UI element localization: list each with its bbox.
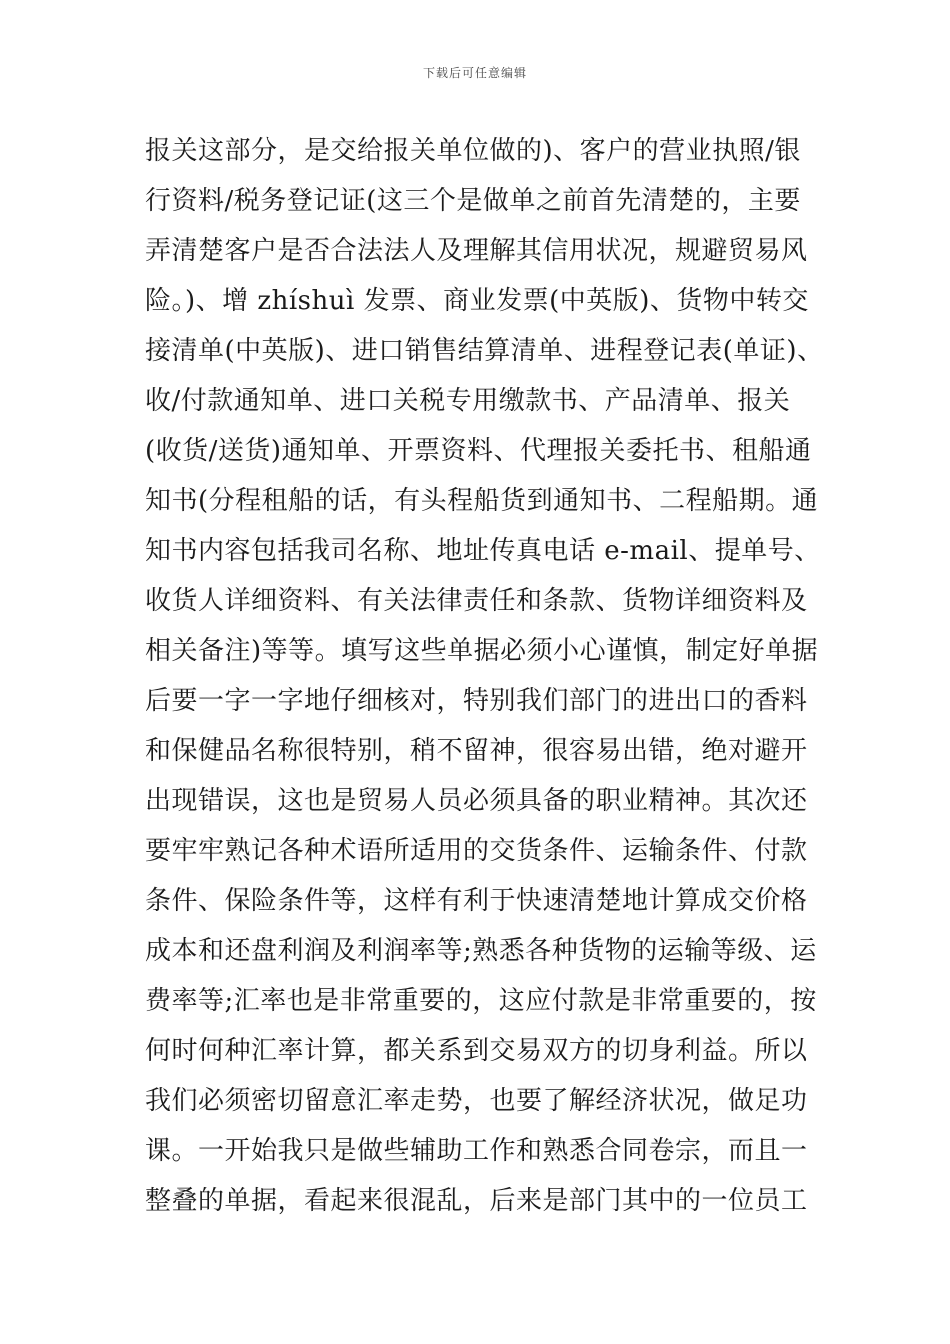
text-line: 险。)、增 zhíshuì 发票、商业发票(中英版)、货物中转交 bbox=[145, 286, 809, 316]
text-line: 报关这部分，是交给报关单位做的)、客户的营业执照/银 bbox=[145, 136, 801, 166]
text-line: 出现错误，这也是贸易人员必须具备的职业精神。其次还 bbox=[145, 786, 808, 816]
text-line: (收货/送货)通知单、开票资料、代理报关委托书、租船通 bbox=[145, 436, 812, 466]
text-line: 收/付款通知单、进口关税专用缴款书、产品清单、报关 bbox=[145, 386, 791, 416]
text-line: 课。一开始我只是做些辅助工作和熟悉合同卷宗，而且一 bbox=[145, 1136, 808, 1166]
text-line: 整叠的单据，看起来很混乱，后来是部门其中的一位员工 bbox=[145, 1186, 808, 1216]
text-line: 行资料/税务登记证(这三个是做单之前首先清楚的，主要 bbox=[145, 186, 801, 216]
text-line: 接清单(中英版)、进口销售结算清单、进程登记表(单证)、 bbox=[145, 336, 824, 366]
text-line: 知书(分程租船的话，有头程船货到通知书、二程船期。通 bbox=[145, 486, 819, 516]
text-line: 后要一字一字地仔细核对，特别我们部门的进出口的香料 bbox=[145, 686, 808, 716]
text-line: 和保健品名称很特别，稍不留神，很容易出错，绝对避开 bbox=[145, 736, 808, 766]
text-line: 条件、保险条件等，这样有利于快速清楚地计算成交价格 bbox=[145, 886, 808, 916]
text-line: 收货人详细资料、有关法律责任和条款、货物详细资料及 bbox=[145, 586, 808, 616]
text-line: 要牢牢熟记各种术语所适用的交货条件、运输条件、付款 bbox=[145, 836, 808, 866]
text-line: 知书内容包括我司名称、地址传真电话 e-mail、提单号、 bbox=[145, 536, 821, 566]
text-line: 弄清楚客户是否合法法人及理解其信用状况，规避贸易风 bbox=[145, 236, 808, 266]
text-line: 我们必须密切留意汇率走势，也要了解经济状况，做足功 bbox=[145, 1086, 808, 1116]
text-line: 费率等;汇率也是非常重要的，这应付款是非常重要的，按 bbox=[145, 986, 817, 1016]
text-line: 成本和还盘利润及利润率等;熟悉各种货物的运输等级、运 bbox=[145, 936, 817, 966]
text-line: 相关备注)等等。填写这些单据必须小心谨慎，制定好单据 bbox=[145, 636, 819, 666]
document-body bbox=[145, 126, 825, 1226]
text-line: 何时何种汇率计算，都关系到交易双方的切身利益。所以 bbox=[145, 1036, 808, 1066]
page-header: 下载后可任意编辑 bbox=[422, 66, 527, 80]
